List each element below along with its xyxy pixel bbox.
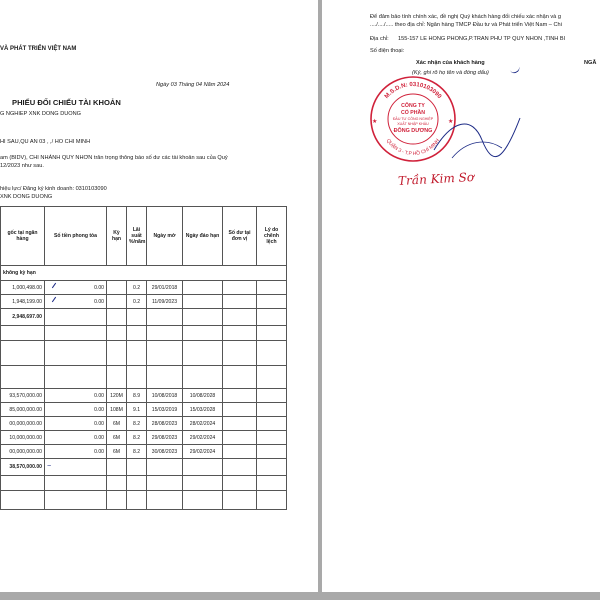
- cell-value: 0.00: [94, 298, 104, 305]
- table-cell: [257, 389, 287, 403]
- table-cell: [257, 281, 287, 295]
- table-cell: 30/08/2023: [147, 445, 183, 459]
- address-value: 155-157 LE HONG PHONG,P.TRAN PHU TP QUY NHON ,TINH BI: [398, 36, 566, 42]
- table-cell: 00,000,000.00: [1, 445, 45, 459]
- stamp-line-4: XUẤT NHẬP KHẨU: [397, 122, 429, 126]
- confirm-title: Xác nhận của khách hàng: [416, 60, 485, 66]
- table-row: [1, 417, 287, 431]
- handwritten-mark-icon: ~: [47, 463, 52, 470]
- table-cell: 29/02/2024: [183, 431, 223, 445]
- table-cell: 0.00: [45, 431, 107, 445]
- table-header-row: [1, 207, 287, 266]
- empty-row: [1, 341, 287, 366]
- bank-name: VÀ PHÁT TRIỂN VIỆT NAM: [0, 46, 77, 52]
- table-cell: 6M: [107, 417, 127, 431]
- empty-row: [1, 491, 287, 510]
- cell-value: 0.00: [94, 284, 104, 291]
- table-cell: 0.00: [45, 445, 107, 459]
- phone-label: Số điện thoại:: [370, 48, 405, 54]
- table-cell: 6M: [107, 445, 127, 459]
- stamp-line-1: CÔNG TY: [401, 103, 425, 109]
- stamp-line-3: ĐẦU TƯ CÔNG NGHIỆP: [392, 117, 434, 121]
- col-header: Lãi suất %/năm: [127, 207, 147, 266]
- table-row: [1, 389, 287, 403]
- table-cell: 0.2: [127, 281, 147, 295]
- table-cell: 8.2: [127, 431, 147, 445]
- table-cell: [45, 459, 107, 476]
- document-page-right: [322, 0, 600, 592]
- notice-line-2: 12/2023 như sau.: [0, 163, 44, 169]
- table-cell: [223, 431, 257, 445]
- table-cell: 00,000,000.00: [1, 417, 45, 431]
- table-cell: [257, 417, 287, 431]
- table-cell: 28/08/2023: [147, 417, 183, 431]
- table-cell: [257, 445, 287, 459]
- table-row: [1, 431, 287, 445]
- table-row: [1, 281, 287, 295]
- table-cell: 10/08/2018: [147, 389, 183, 403]
- table-cell: 29/02/2024: [183, 445, 223, 459]
- stamp-star-right-icon: ★: [448, 119, 454, 125]
- table-cell: 10,000,000.00: [1, 431, 45, 445]
- handwritten-mark-icon: [509, 64, 521, 75]
- table-cell: [107, 281, 127, 295]
- empty-row: [1, 326, 287, 341]
- table-cell: [107, 295, 127, 309]
- table-cell: [223, 295, 257, 309]
- table-cell: 120M: [107, 389, 127, 403]
- table-row: [1, 403, 287, 417]
- table-cell: 8.2: [127, 445, 147, 459]
- table-cell: 9.1: [127, 403, 147, 417]
- col-header: Số dư tại đơn vị: [223, 207, 257, 266]
- table-cell: 108M: [107, 403, 127, 417]
- table-cell: 0.00: [45, 417, 107, 431]
- table-cell: 15/03/2019: [147, 403, 183, 417]
- date-line: Ngày 03 Tháng 04 Năm 2024: [156, 82, 230, 88]
- table-cell: [257, 431, 287, 445]
- address-label: Địa chỉ:: [370, 36, 389, 42]
- table-cell: [257, 403, 287, 417]
- signatory-name: Trần Kim Sơ: [397, 170, 475, 188]
- section-row: [1, 266, 287, 281]
- table-cell: [1, 459, 45, 476]
- empty-row: [1, 366, 287, 389]
- table-cell: 6M: [107, 431, 127, 445]
- table-cell: 0.00: [45, 389, 107, 403]
- col-header: Kỳ hạn: [107, 207, 127, 266]
- subtotal-row: [1, 459, 287, 476]
- company-short-name: XNK DONG DUONG: [0, 194, 53, 200]
- check-mark-icon: [52, 282, 56, 287]
- bank-confirm-title-clipped: NGÂ: [584, 60, 597, 66]
- section-title: không kỳ hạn: [1, 266, 287, 281]
- confirm-note: (Ký, ghi rõ họ tên và đóng dấu): [412, 70, 489, 76]
- subtotal-value: 2,948,697.00: [1, 309, 45, 326]
- stamp-line-2: CỔ PHẦN: [401, 110, 425, 116]
- table-cell: [183, 295, 223, 309]
- table-row: [1, 295, 287, 309]
- col-header: Ngày đáo hạn: [183, 207, 223, 266]
- table-cell: [183, 281, 223, 295]
- signature-stroke-icon: [432, 110, 522, 180]
- table-cell: 1,948,199.00: [1, 295, 45, 309]
- table-cell: [45, 295, 107, 309]
- table-cell: 11/09/2023: [147, 295, 183, 309]
- intro-line-1: Để đảm bảo tính chính xác, đề nghị Quý khách hàng đối chiếu xác nhận và g: [370, 14, 561, 20]
- stamp-ring-bottom: QUẬN 3 - T.P HỒ CHÍ MINH: [384, 137, 442, 158]
- company-address: HI SAU,QU AN 03 , ,/ HO CHI MINH: [0, 139, 91, 145]
- subtotal-row: [1, 309, 287, 326]
- stamp-line-5: ĐÔNG DƯƠNG: [393, 128, 433, 134]
- account-table: [0, 206, 287, 510]
- col-header: gốc tại ngân hàng: [1, 207, 45, 266]
- table-cell: 93,570,000.00: [1, 389, 45, 403]
- stamp-ring-top: M.S.D.N: 0310103090: [383, 81, 443, 100]
- intro-line-2: ..../..../..... theo địa chỉ: Ngân hàng TMCP Đầu tư và Phát triển Việt Nam – Chi: [370, 22, 562, 28]
- table-cell: [223, 389, 257, 403]
- table-cell: 1,000,498.00: [1, 281, 45, 295]
- col-header: Lý do chênh lệch: [257, 207, 287, 266]
- table-cell: [223, 403, 257, 417]
- table-cell: [223, 445, 257, 459]
- table-cell: 0.00: [45, 403, 107, 417]
- table-cell: [223, 281, 257, 295]
- table-cell: [223, 417, 257, 431]
- table-cell: [45, 281, 107, 295]
- company-name: G NGHIEP XNK DONG DUONG: [0, 111, 82, 117]
- table-cell: 29/08/2023: [147, 431, 183, 445]
- business-license: hiệu lực/ Đăng ký kinh doanh: 0310103090: [0, 186, 107, 192]
- page-title: PHIẾU ĐỐI CHIẾU TÀI KHOẢN: [12, 98, 121, 107]
- table-cell: 28/02/2024: [183, 417, 223, 431]
- table-cell: [257, 295, 287, 309]
- col-header: Ngày mở: [147, 207, 183, 266]
- table-cell: 15/03/2028: [183, 403, 223, 417]
- table-cell: 8.2: [127, 417, 147, 431]
- table-row: [1, 445, 287, 459]
- table-cell: 85,000,000.00: [1, 403, 45, 417]
- check-mark-icon: [52, 296, 56, 301]
- svg-text:M.S.D.N: 0310103090: [384, 82, 443, 101]
- table-cell: 29/01/2018: [147, 281, 183, 295]
- empty-row: [1, 476, 287, 491]
- notice-line-1: am (BIDV), CHI NHÁNH QUY NHƠN trân trọng thông báo số dư các tài khoản sau của Quý: [0, 155, 228, 161]
- stamp-star-left-icon: ★: [372, 119, 378, 125]
- table-cell: 10/08/2028: [183, 389, 223, 403]
- col-header: Số tiền phong tỏa: [45, 207, 107, 266]
- subtotal-value: 38,570,000.00: [9, 464, 42, 470]
- table-cell: 0.2: [127, 295, 147, 309]
- table-cell: 8.9: [127, 389, 147, 403]
